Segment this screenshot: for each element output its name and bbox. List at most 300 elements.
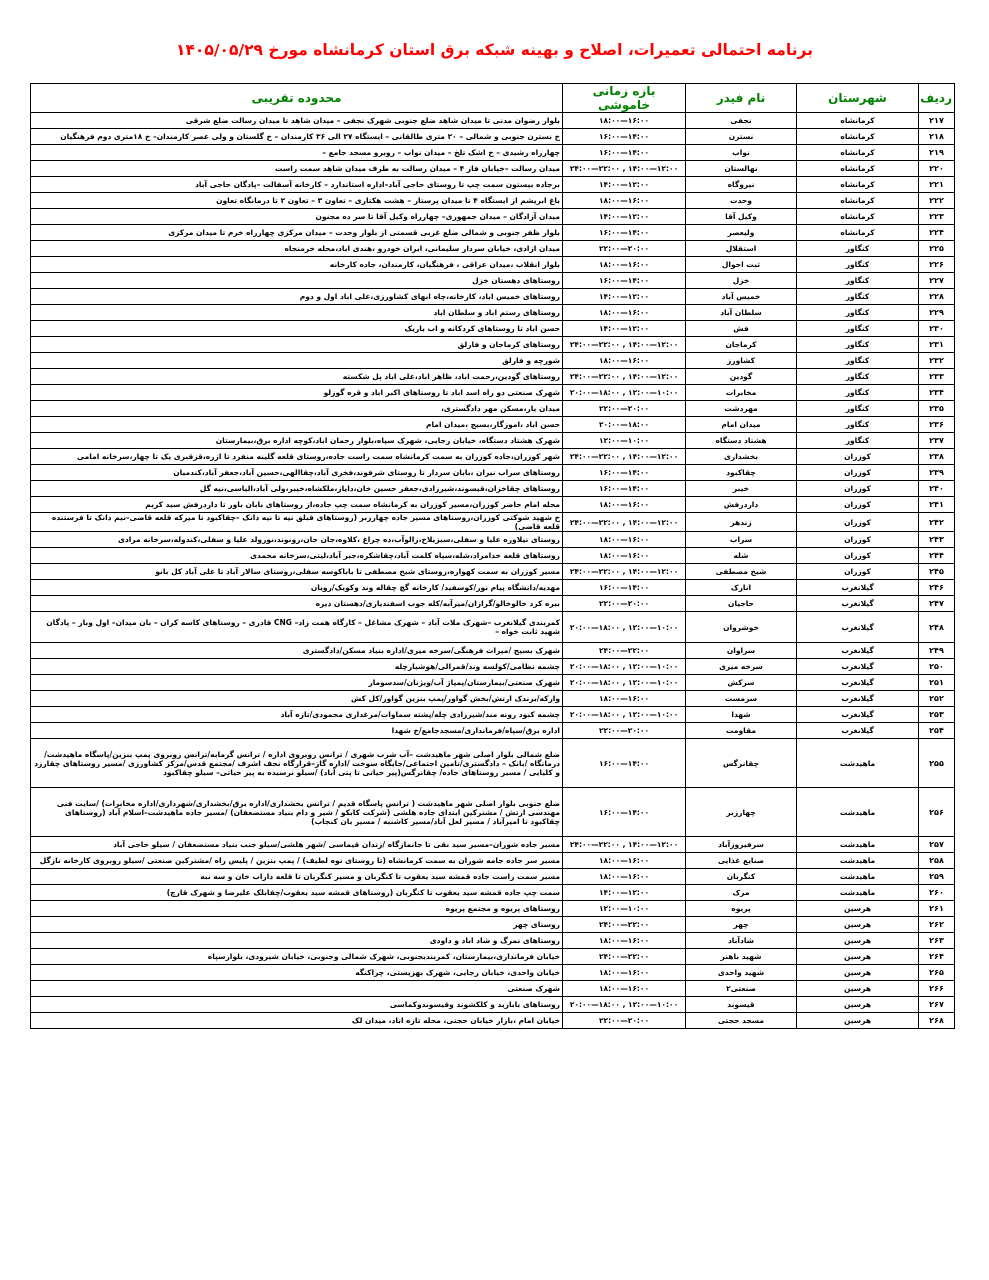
outage-time-cell: ۱۶:۰۰—۱۸:۰۰	[563, 497, 686, 513]
table-row	[31, 145, 955, 161]
row-number-cell: ۲۲۰	[919, 161, 955, 177]
schedule-table	[30, 83, 955, 1029]
city-cell: کنگاور	[797, 401, 919, 417]
feeder-cell: نهالستان	[686, 161, 797, 177]
row-number-cell: ۲۶۵	[919, 965, 955, 981]
feeder-cell: خمیس آباد	[686, 289, 797, 305]
row-number-cell: ۲۳۴	[919, 385, 955, 401]
table-row	[31, 965, 955, 981]
row-number-cell: ۲۶۸	[919, 1013, 955, 1029]
area-cell: روستاهای بابازید و کلکشوند وقیسوندوکماسی	[31, 997, 563, 1013]
row-number-cell: ۲۶۰	[919, 885, 955, 901]
outage-time-cell: ۲۰:۰۰—۲۲:۰۰	[563, 401, 686, 417]
outage-time-cell: ۱۴:۰۰—۱۶:۰۰	[563, 129, 686, 145]
outage-time-cell: ۱۰:۰۰—۱۲:۰۰	[563, 433, 686, 449]
area-cell: روستاهای کرماجان و فارلق	[31, 337, 563, 353]
feeder-cell: نسترن	[686, 129, 797, 145]
outage-time-cell: ۱۶:۰۰—۱۸:۰۰	[563, 305, 686, 321]
table-row	[31, 788, 955, 837]
outage-time-cell: ۱۲:۰۰—۱۴:۰۰	[563, 885, 686, 901]
city-cell: کنگاور	[797, 337, 919, 353]
area-cell: شهرک بسیج /میراث فرهنگی/سرخه میری/اداره بنیاد مسکن/دادگستری	[31, 643, 563, 659]
row-number-cell: ۲۳۱	[919, 337, 955, 353]
area-cell: مسیر کوزران به سمت کهواره،روستای شیخ مصطفی تا باباکوسه سفلی،روستای سالار آباد تا علی آباد کل بانو	[31, 564, 563, 580]
city-cell: کنگاور	[797, 385, 919, 401]
table-row	[31, 564, 955, 580]
header-city: شهرستان	[797, 84, 919, 113]
feeder-cell: سرمست	[686, 691, 797, 707]
outage-time-cell: ۱۲:۰۰—۱۴:۰۰ , ۲۲:۰۰—۲۴:۰۰	[563, 161, 686, 177]
city-cell: کرمانشاه	[797, 209, 919, 225]
area-cell: روستاهای چقاخزان،قیسوند،شیرزادی،جعفر حسین خان،دایاز،ملکشاه،خیبر،ولی آباد،الیاسی،نیه گل	[31, 481, 563, 497]
city-cell: کوزران	[797, 548, 919, 564]
table-row	[31, 675, 955, 691]
table-row	[31, 289, 955, 305]
city-cell: ماهیدشت	[797, 788, 919, 837]
feeder-cell: نواب	[686, 145, 797, 161]
city-cell: گیلانغرب	[797, 643, 919, 659]
table-row	[31, 481, 955, 497]
feeder-cell: کرماجان	[686, 337, 797, 353]
outage-time-cell: ۱۶:۰۰—۱۸:۰۰	[563, 193, 686, 209]
feeder-cell: چقاکبود	[686, 465, 797, 481]
page-title: برنامه احتمالی تعمیرات، اصلاح و بهینه شبکه برق استان کرمانشاه مورخ ۱۴۰۵/۰۵/۲۹	[176, 41, 813, 59]
outage-time-cell: ۱۲:۰۰—۱۴:۰۰	[563, 209, 686, 225]
table-row	[31, 161, 955, 177]
header-area: محدوده تقریبی	[31, 84, 563, 113]
feeder-cell: کنگربان	[686, 869, 797, 885]
area-cell: حسن اباد تا روستاهای کردکانه و اب باریک	[31, 321, 563, 337]
row-number-cell: ۲۵۵	[919, 739, 955, 788]
feeder-cell: وحدت	[686, 193, 797, 209]
table-row	[31, 321, 955, 337]
row-number-cell: ۲۴۵	[919, 564, 955, 580]
city-cell: گیلانغرب	[797, 675, 919, 691]
outage-time-cell: ۱۴:۰۰—۱۶:۰۰	[563, 580, 686, 596]
table-row	[31, 901, 955, 917]
feeder-cell: بخشداری	[686, 449, 797, 465]
outage-time-cell: ۱۰:۰۰—۱۲:۰۰	[563, 901, 686, 917]
feeder-cell: گودین	[686, 369, 797, 385]
outage-time-cell: ۲۲:۰۰—۲۴:۰۰	[563, 917, 686, 933]
outage-time-cell: ۱۲:۰۰—۱۴:۰۰ , ۲۲:۰۰—۲۴:۰۰	[563, 564, 686, 580]
table-row	[31, 273, 955, 289]
outage-time-cell: ۱۲:۰۰—۱۴:۰۰ , ۲۲:۰۰—۲۴:۰۰	[563, 337, 686, 353]
area-cell: روستاهای رستم اباد و سلطان اباد	[31, 305, 563, 321]
area-cell: مسیر سر جاده جامه شوران به سمت کرمانشاه (تا روستای نوه لطیف) / پمپ بنزین / پلیس راه /مشترکین صنعتی /سیلو روبروی کارخانه نازگل	[31, 853, 563, 869]
city-cell: کوزران	[797, 532, 919, 548]
table-row	[31, 209, 955, 225]
outage-time-cell: ۱۶:۰۰—۱۸:۰۰	[563, 353, 686, 369]
row-number-cell: ۲۵۷	[919, 837, 955, 853]
row-number-cell: ۲۲۱	[919, 177, 955, 193]
table-row	[31, 113, 955, 129]
feeder-cell: وکیل آقا	[686, 209, 797, 225]
city-cell: هرسین	[797, 1013, 919, 1029]
row-number-cell: ۲۴۸	[919, 612, 955, 643]
outage-time-cell: ۱۴:۰۰—۱۶:۰۰	[563, 788, 686, 837]
outage-time-cell: ۱۰:۰۰—۱۲:۰۰ , ۱۸:۰۰—۲۰:۰۰	[563, 707, 686, 723]
row-number-cell: ۲۳۲	[919, 353, 955, 369]
row-number-cell: ۲۴۱	[919, 497, 955, 513]
city-cell: کرمانشاه	[797, 177, 919, 193]
row-number-cell: ۲۶۷	[919, 997, 955, 1013]
row-number-cell: ۲۲۴	[919, 225, 955, 241]
feeder-cell: خزل	[686, 273, 797, 289]
table-row	[31, 707, 955, 723]
outage-time-cell: ۲۰:۰۰—۲۲:۰۰	[563, 1013, 686, 1029]
feeder-cell: چهارزبر	[686, 788, 797, 837]
outage-time-cell: ۱۰:۰۰—۱۲:۰۰ , ۱۸:۰۰—۲۰:۰۰	[563, 659, 686, 675]
outage-time-cell: ۱۲:۰۰—۱۴:۰۰ , ۲۲:۰۰—۲۴:۰۰	[563, 449, 686, 465]
header-feeder: نام فیدر	[686, 84, 797, 113]
area-cell: وارکه/برندک ارتش/بخش گواور/پمپ بنزین گواور/کل کش	[31, 691, 563, 707]
outage-time-cell: ۱۴:۰۰—۱۶:۰۰	[563, 273, 686, 289]
area-cell: باغ ابریشم از ایستگاه ۴ تا میدان پرستار – هشت هکتاری – تعاون ۳ – تعاون ۲ تا درمانگاه تعاون	[31, 193, 563, 209]
feeder-cell: کشاورز	[686, 353, 797, 369]
table-row	[31, 337, 955, 353]
feeder-cell: استقلال	[686, 241, 797, 257]
outage-time-cell: ۱۴:۰۰—۱۶:۰۰	[563, 145, 686, 161]
city-cell: هرسین	[797, 965, 919, 981]
outage-time-cell: ۱۰:۰۰—۱۲:۰۰ , ۱۸:۰۰—۲۰:۰۰	[563, 997, 686, 1013]
feeder-cell: خوشروان	[686, 612, 797, 643]
row-number-cell: ۲۱۸	[919, 129, 955, 145]
city-cell: کنگاور	[797, 369, 919, 385]
row-number-cell: ۲۳۵	[919, 401, 955, 417]
table-row	[31, 433, 955, 449]
outage-time-cell: ۱۶:۰۰—۱۸:۰۰	[563, 548, 686, 564]
area-cell: چشمه نظامی/کولسه وند/قمرالی/هوشیارچله	[31, 659, 563, 675]
area-cell: روستاهای نمرگ و شاد اباد و داودی	[31, 933, 563, 949]
feeder-cell: نیروگاه	[686, 177, 797, 193]
feeder-cell: سلطان آباد	[686, 305, 797, 321]
area-cell: روستای چهر	[31, 917, 563, 933]
feeder-cell: حاجیان	[686, 596, 797, 612]
city-cell: کرمانشاه	[797, 225, 919, 241]
row-number-cell: ۲۳۸	[919, 449, 955, 465]
row-number-cell: ۲۲۹	[919, 305, 955, 321]
area-cell: کمربندی گیلانغرب –شهرک ملات آباد – شهرک مشاغل – کارگاه همت زاد– CNG قادری – روستاهای کاسه کران – بان میدان– اول وبار – پادگان شهید ثابت خواه –	[31, 612, 563, 643]
row-number-cell: ۲۶۴	[919, 949, 955, 965]
area-cell: ضلع جنوبی بلوار اصلی شهر ماهیدشت ( ترانس پاسگاه قدیم / ترانس بخشداری/اداره برق/بخشداری/شهرداری/اداره مخابرات) /سایت فنی مهندسی ارتش / مشترکین ابتدای جاده هلشی (شرکت کابکو / شیر و دام بنیاد مستضعفان) /مسیر جاده ماهیدشت–اسلام آباد (روستاهای چقاکبود تا امیرآباد / مسیر لعل آباد/مسیر کاشنبه / مسیر بان کنجاب)	[31, 788, 563, 837]
outage-time-cell: ۲۲:۰۰—۲۴:۰۰	[563, 643, 686, 659]
outage-time-cell: ۱۶:۰۰—۱۸:۰۰	[563, 691, 686, 707]
feeder-cell: مرک	[686, 885, 797, 901]
area-cell: خ نسترن جنوبی و شمالی – ۲۰ متری طالقانی – ایستگاه ۲۷ الی ۳۶ کارمندان – خ گلستان و ولی عصر کارمندان– خ ۱۸متری دوم فرهنگیان	[31, 129, 563, 145]
table-row	[31, 417, 955, 433]
outage-time-cell: ۱۲:۰۰—۱۴:۰۰ , ۲۲:۰۰—۲۴:۰۰	[563, 513, 686, 532]
table-row	[31, 917, 955, 933]
row-number-cell: ۲۴۷	[919, 596, 955, 612]
area-cell: چهارراه رشیدی – خ اشک تلخ – میدان نواب – روبرو مسجد جامع –	[31, 145, 563, 161]
area-cell: روستاهای دهستان خزل	[31, 273, 563, 289]
row-number-cell: ۲۳۷	[919, 433, 955, 449]
area-cell: میدان ازادی، خیابان سردار سلیمانی، ایران خودرو ،هندی اباد،محله خرمنجاه	[31, 241, 563, 257]
row-number-cell: ۲۵۴	[919, 723, 955, 739]
table-row	[31, 691, 955, 707]
area-cell: مسیر جاده شوران–مسیر سید نقی تا جانمازگاه /زندان قیماسی /شهر هلشی/سیلو جنب بنیاد مستضعفان / سیلو حاجی آباد	[31, 837, 563, 853]
feeder-cell: زندهر	[686, 513, 797, 532]
feeder-cell: میدان امام	[686, 417, 797, 433]
row-number-cell: ۲۱۹	[919, 145, 955, 161]
area-cell: روستای نیلاوره علیا و سفلی،سیزیلاخ،زالوآب،ده چراغ ،کلاوه،جان جان،رونوند،نورولد علیا و سفلی،کندوله،سرخانه مرادی	[31, 532, 563, 548]
row-number-cell: ۲۴۶	[919, 580, 955, 596]
area-cell: شهرک صنعتی	[31, 981, 563, 997]
outage-time-cell: ۱۸:۰۰—۲۰:۰۰	[563, 417, 686, 433]
table-row	[31, 257, 955, 273]
row-number-cell: ۲۵۸	[919, 853, 955, 869]
row-number-cell: ۲۲۳	[919, 209, 955, 225]
row-number-cell: ۲۴۰	[919, 481, 955, 497]
area-cell: خ شهید شوکتی کوزران،روستاهای مسیر جاده چهارزبر (روستاهای قبلق نیه تا نیه دانک –چقاکبود تا میرکه قلعه قاضی–نیم دانک تا فرستنده قلعه قاضی)	[31, 513, 563, 532]
row-number-cell: ۲۵۲	[919, 691, 955, 707]
table-row	[31, 513, 955, 532]
outage-time-cell: ۱۶:۰۰—۱۸:۰۰	[563, 257, 686, 273]
area-cell: روستاهای خمیس اباد، کارخانه،چاه ابهای کشاورزی،علی اباد اول و دوم	[31, 289, 563, 305]
row-number-cell: ۲۶۲	[919, 917, 955, 933]
area-cell: خیابان امام ،بازار خیابان حجتی، محله تازه اباد، میدان لک	[31, 1013, 563, 1029]
area-cell: چشمه کبود رونه مند/شیرزادی چله/پشته سماوات/مرغداری محمودی/تازه آباد	[31, 707, 563, 723]
city-cell: هرسین	[797, 997, 919, 1013]
city-cell: هرسین	[797, 901, 919, 917]
city-cell: کوزران	[797, 449, 919, 465]
city-cell: کرمانشاه	[797, 129, 919, 145]
area-cell: شهرک صنعتی دو راه اسد اباد تا روستاهای اکبر اباد و قره گوزلو	[31, 385, 563, 401]
city-cell: کوزران	[797, 481, 919, 497]
header-row-number: ردیف	[919, 84, 955, 113]
outage-time-cell: ۱۲:۰۰—۱۴:۰۰	[563, 289, 686, 305]
table-row	[31, 739, 955, 788]
table-row	[31, 997, 955, 1013]
feeder-cell: مقاومت	[686, 723, 797, 739]
row-number-cell: ۲۲۷	[919, 273, 955, 289]
outage-time-cell: ۱۶:۰۰—۱۸:۰۰	[563, 933, 686, 949]
city-cell: ماهیدشت	[797, 739, 919, 788]
row-number-cell: ۲۶۶	[919, 981, 955, 997]
city-cell: گیلانغرب	[797, 723, 919, 739]
row-number-cell: ۲۳۳	[919, 369, 955, 385]
area-cell: روستاهای پریوه و مجتمع پریوه	[31, 901, 563, 917]
outage-time-cell: ۱۶:۰۰—۱۸:۰۰	[563, 853, 686, 869]
city-cell: ماهیدشت	[797, 837, 919, 853]
row-number-cell: ۲۴۳	[919, 532, 955, 548]
feeder-cell: ثبت احوال	[686, 257, 797, 273]
outage-time-cell: ۱۶:۰۰—۱۸:۰۰	[563, 532, 686, 548]
row-number-cell: ۲۵۱	[919, 675, 955, 691]
table-row	[31, 869, 955, 885]
row-number-cell: ۲۵۹	[919, 869, 955, 885]
area-cell: اداره برق/سپاه/فرمانداری/مسجدجامع/خ شهدا	[31, 723, 563, 739]
outage-time-cell: ۱۲:۰۰—۱۴:۰۰ , ۲۲:۰۰—۲۴:۰۰	[563, 369, 686, 385]
row-number-cell: ۲۵۳	[919, 707, 955, 723]
area-cell: میدان رسالت –خیابان فاز ۴ – میدان رسالت به طرف میدان شاهد سمت راست	[31, 161, 563, 177]
table-row	[31, 885, 955, 901]
outage-time-cell: ۱۲:۰۰—۱۴:۰۰	[563, 177, 686, 193]
city-cell: کنگاور	[797, 289, 919, 305]
feeder-cell: انارک	[686, 580, 797, 596]
city-cell: هرسین	[797, 917, 919, 933]
city-cell: کنگاور	[797, 305, 919, 321]
city-cell: کنگاور	[797, 257, 919, 273]
row-number-cell: ۲۲۶	[919, 257, 955, 273]
feeder-cell: صنایع غذایی	[686, 853, 797, 869]
area-cell: بلوار انقلاب ،میدان عراقی ، فرهنگیان، کارمندان، جاده کارخانه	[31, 257, 563, 273]
table-row	[31, 723, 955, 739]
city-cell: گیلانغرب	[797, 580, 919, 596]
row-number-cell: ۲۶۳	[919, 933, 955, 949]
outage-time-cell: ۲۰:۰۰—۲۲:۰۰	[563, 241, 686, 257]
feeder-cell: سراب	[686, 532, 797, 548]
city-cell: کرمانشاه	[797, 161, 919, 177]
outage-time-cell: ۱۰:۰۰—۱۲:۰۰ , ۱۸:۰۰—۲۰:۰۰	[563, 385, 686, 401]
table-row	[31, 353, 955, 369]
area-cell: روستاهای گودین،رحمت اباد، ظاهر اباد،علی اباد پل شکسته	[31, 369, 563, 385]
city-cell: گیلانغرب	[797, 659, 919, 675]
table-row	[31, 596, 955, 612]
feeder-cell: مخابرات	[686, 385, 797, 401]
area-cell: برجاده بیستون سمت چپ تا روستای حاجی آباد–اداره استاندارد – کارخانه آسفالت –پادگان حاجی آباد	[31, 177, 563, 193]
row-number-cell: ۲۶۱	[919, 901, 955, 917]
feeder-cell: مسجد حجتی	[686, 1013, 797, 1029]
table-row	[31, 225, 955, 241]
table-row	[31, 548, 955, 564]
city-cell: کوزران	[797, 465, 919, 481]
area-cell: روستاهای قلعه خدامراد،شله،سیاه کلمت آباد،چقاشکره،جبر آباد،لیتی،سرخانه محمدی	[31, 548, 563, 564]
table-row	[31, 933, 955, 949]
feeder-cell: صنعتی۲	[686, 981, 797, 997]
city-cell: ماهیدشت	[797, 869, 919, 885]
table-row	[31, 949, 955, 965]
area-cell: بلوار ظفر جنوبی و شمالی ضلع غربی قسمتی از بلوار وحدت – میدان مرکزی چهارراه خرم تا میدان مرکزی	[31, 225, 563, 241]
city-cell: ماهیدشت	[797, 885, 919, 901]
city-cell: کرمانشاه	[797, 193, 919, 209]
area-cell: ضلع شمالی بلوار اصلی شهر ماهیدشت –آب شرب شهری / ترانس روبروی اداره / ترانس گرمابه/ترانس روبروی پمپ بنزین/پاسگاه ماهیدشت/ درمانگاه /بانک – دادگستری/تامین اجتماعی/جایگاه سوخت /اداره گاز–قرارگاه نجف اشرف /مجتمع قدس/مرکز کشاورزی /مسیر روستاهای چقارزد و کلیایی / مسیر روستاهای جاده/ چقانرگس(پیر حیاتی تا پتی آباد) /سیلو نرسیده به پیر حیاتی– سیلو چقاکبود	[31, 739, 563, 788]
table-header-row	[31, 84, 955, 113]
row-number-cell: ۲۳۶	[919, 417, 955, 433]
city-cell: کرمانشاه	[797, 145, 919, 161]
feeder-cell: مهردشت	[686, 401, 797, 417]
table-row	[31, 659, 955, 675]
table-row	[31, 241, 955, 257]
table-row	[31, 369, 955, 385]
feeder-cell: پریوه	[686, 901, 797, 917]
outage-time-cell: ۲۰:۰۰—۲۲:۰۰	[563, 596, 686, 612]
city-cell: کنگاور	[797, 273, 919, 289]
city-cell: گیلانغرب	[797, 691, 919, 707]
outage-time-cell: ۱۰:۰۰—۱۲:۰۰ , ۱۸:۰۰—۲۰:۰۰	[563, 675, 686, 691]
table-row	[31, 177, 955, 193]
feeder-cell: داردرفش	[686, 497, 797, 513]
area-cell: میدان یار،مسکن مهر دادگستری،	[31, 401, 563, 417]
area-cell: مسیر سمت راست جاده قمشه سید یعقوب تا کنگربان و مسیر کنگربان تا قلعه داراب خان و سه نبه	[31, 869, 563, 885]
table-row	[31, 1013, 955, 1029]
city-cell: هرسین	[797, 949, 919, 965]
area-cell: سمت چپ جاده قمشه سید یعقوب تا کنگربان (روستاهای قمشه سید یعقوب/چقابلک علیرضا و شهرک قارچ)	[31, 885, 563, 901]
outage-time-cell: ۱۶:۰۰—۱۸:۰۰	[563, 869, 686, 885]
feeder-cell: هشتاد دستگاه	[686, 433, 797, 449]
city-cell: کنگاور	[797, 241, 919, 257]
area-cell: حسن اباد ،اموزگار،بسیج ،میدان امام	[31, 417, 563, 433]
outage-time-cell: ۲۲:۰۰—۲۴:۰۰	[563, 949, 686, 965]
area-cell: محله امام حاضر کوزران،مسیر کوزران به کرمانشاه سمت چپ جاده،از روستاهای بابان باور تا داردرفش سید کریم	[31, 497, 563, 513]
feeder-cell: فش	[686, 321, 797, 337]
outage-time-cell: ۲۰:۰۰—۲۲:۰۰	[563, 723, 686, 739]
table-row	[31, 853, 955, 869]
outage-time-cell: ۱۴:۰۰—۱۶:۰۰	[563, 225, 686, 241]
table-row	[31, 305, 955, 321]
city-cell: گیلانغرب	[797, 612, 919, 643]
city-cell: کنگاور	[797, 433, 919, 449]
area-cell: بیره کرد خالوخالو/گرازان/میرآبه/کله جوب اسفندیاری/دهستان دیره	[31, 596, 563, 612]
outage-time-cell: ۱۲:۰۰—۱۴:۰۰ , ۲۲:۰۰—۲۴:۰۰	[563, 837, 686, 853]
area-cell: بلوار رضوان مدنی تا میدان شاهد ضلع جنوبی شهرک نجفی – میدان شاهد تا میدان رسالت ضلع شرقی	[31, 113, 563, 129]
row-number-cell: ۲۱۷	[919, 113, 955, 129]
row-number-cell: ۲۲۲	[919, 193, 955, 209]
row-number-cell: ۲۲۸	[919, 289, 955, 305]
city-cell: کوزران	[797, 564, 919, 580]
outage-time-cell: ۱۴:۰۰—۱۶:۰۰	[563, 465, 686, 481]
feeder-cell: ولیعصر	[686, 225, 797, 241]
area-cell: شهرک صنعتی/بیمارستان/پمپاژ آب/ویژنان/سدسومار	[31, 675, 563, 691]
row-number-cell: ۲۳۰	[919, 321, 955, 337]
table-row	[31, 449, 955, 465]
city-cell: کوزران	[797, 497, 919, 513]
feeder-cell: شله	[686, 548, 797, 564]
city-cell: گیلانغرب	[797, 707, 919, 723]
header-outage-time: بازه زمانی خاموشی	[563, 84, 686, 113]
table-row	[31, 465, 955, 481]
outage-time-cell: ۱۶:۰۰—۱۸:۰۰	[563, 113, 686, 129]
city-cell: ماهیدشت	[797, 853, 919, 869]
feeder-cell: سرکش	[686, 675, 797, 691]
outage-time-cell: ۱۴:۰۰—۱۶:۰۰	[563, 739, 686, 788]
feeder-cell: شهید واحدی	[686, 965, 797, 981]
area-cell: شهرک هشتاد دستگاه، خیابان رجایی، شهرک سپاه،بلوار رحمان اباد،کوچه اداره برق،بیمارستان	[31, 433, 563, 449]
table-row	[31, 385, 955, 401]
table-row	[31, 612, 955, 643]
feeder-cell: خیبر	[686, 481, 797, 497]
feeder-cell: چقانرگس	[686, 739, 797, 788]
area-cell: میدان آزادگان – میدان جمهوری– چهارراه وکیل آقا تا سر ده مجنون	[31, 209, 563, 225]
table-row	[31, 837, 955, 853]
table-row	[31, 532, 955, 548]
feeder-cell: سراوان	[686, 643, 797, 659]
table-row	[31, 401, 955, 417]
feeder-cell: شیخ مصطفی	[686, 564, 797, 580]
outage-time-cell: ۱۶:۰۰—۱۸:۰۰	[563, 965, 686, 981]
outage-time-cell: ۱۶:۰۰—۱۸:۰۰	[563, 981, 686, 997]
outage-time-cell: ۱۴:۰۰—۱۶:۰۰	[563, 481, 686, 497]
area-cell: مهدیه/دانشگاه پیام نور/کوسفید/ کارخانه گچ چقاله وند وکویک/رویان	[31, 580, 563, 596]
area-cell: خیابان واحدی، خیابان رجایی، شهرک بهزیستی، چراکنگه	[31, 965, 563, 981]
table-row	[31, 981, 955, 997]
feeder-cell: شهید باهنر	[686, 949, 797, 965]
city-cell: کنگاور	[797, 353, 919, 369]
table-row	[31, 129, 955, 145]
area-cell: روستاهای سراب نیران ،بابان سردار تا روستای شرفوند،فخری آباد،چقاالهی،حسین آباد،جعفر آباد،کندمیان	[31, 465, 563, 481]
row-number-cell: ۲۵۶	[919, 788, 955, 837]
feeder-cell: چهر	[686, 917, 797, 933]
table-row	[31, 643, 955, 659]
row-number-cell: ۲۲۵	[919, 241, 955, 257]
area-cell: خیابان فرمانداری،بیمارستان، کمربندیجنوبی، شهرک شمالی وجنوبی، خیابان شیرودی، بلوارسپاه	[31, 949, 563, 965]
feeder-cell: قیسوند	[686, 997, 797, 1013]
feeder-cell: سرخه میری	[686, 659, 797, 675]
row-number-cell: ۲۴۴	[919, 548, 955, 564]
outage-time-cell: ۱۲:۰۰—۱۴:۰۰	[563, 321, 686, 337]
city-cell: کوزران	[797, 513, 919, 532]
